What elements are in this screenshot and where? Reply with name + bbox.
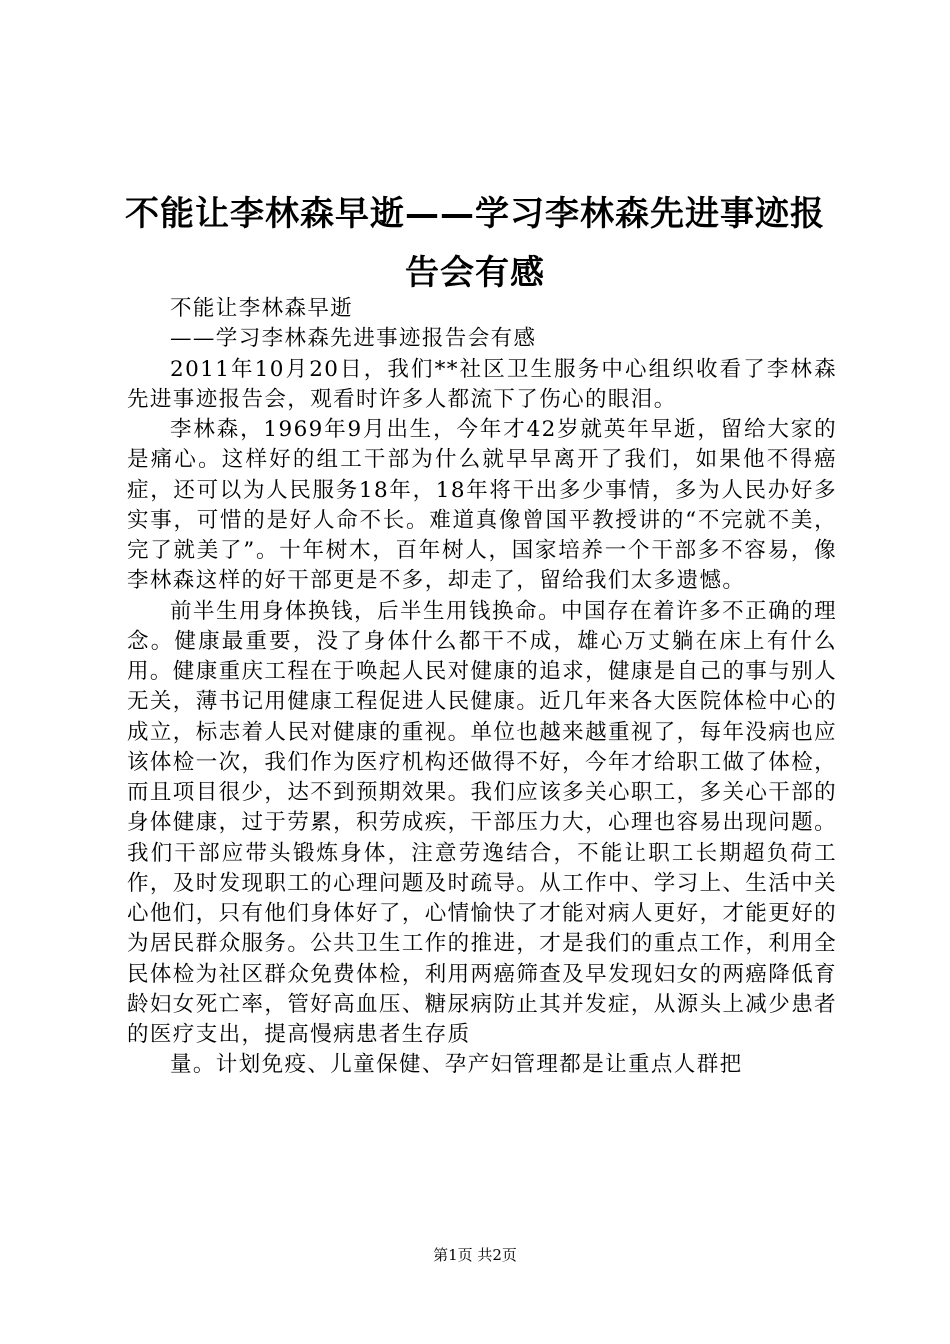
page-footer: 第1页 共2页 [433, 1246, 517, 1264]
subtitle-line: 不能让李林森早逝 [170, 296, 354, 321]
body-paragraph: 量。计划免疫、儿童保健、孕产妇管理都是让重点人群把 [170, 1052, 743, 1078]
body-paragraph: 李林森，1969年9月出生，今年才42岁就英年早逝，留给大家的是痛心。这样好的组工干部为什么就早早离开了我们，如果他不得癌症，还可以为人民服务18年，18年将干出多少事情，多为人民办好多实事，可惜的是好人命不长。难道真像曾国平教授讲的“不完就不美，完了就美了”。十年树木，百年树人，国家培养一个干部多不容易，像李林森这样的好干部更是不多，却走了，留给我们太多遗憾。 [127, 417, 837, 594]
document-body [127, 294, 837, 1081]
document-title-line-1: 不能让李林森早逝——学习李林森先进事迹报 [125, 194, 825, 234]
body-paragraph: 前半生用身体换钱，后半生用钱换命。中国存在着许多不正确的理念。健康最重要，没了身体什么都干不成，雄心万丈躺在床上有什么用。健康重庆工程在于唤起人民对健康的追求，健康是自己的事与别人无关，薄书记用健康工程促进人民健康。近几年来各大医院体检中心的成立，标志着人民对健康的重视。单位也越来越重视了，每年没病也应该体检一次，我们作为医疗机构还做得不好，今年才给职工做了体检，而且项目很少，达不到预期效果。我们应该多关心职工，多关心干部的身体健康，过于劳累，积劳成疾，干部压力大，心理也容易出现问题。我们干部应带头锻炼身体，注意劳逸结合，不能让职工长期超负荷工作，及时发现职工的心理问题及时疏导。从工作中、学习上、生活中关心他们，只有他们身体好了，心情愉快了才能对病人更好，才能更好的为居民群众服务。公共卫生工作的推进，才是我们的重点工作，利用全民体检为社区群众免费体检，利用两癌筛查及早发现妇女的两癌降低育龄妇女死亡率，管好高血压、糖尿病防止其并发症，从源头上减少患者的医疗支出，提高慢病患者生存质 [127, 598, 837, 1047]
body-paragraph: 2011年10月20日，我们**社区卫生服务中心组织收看了李林森先进事迹报告会，观看时许多人都流下了伤心的眼泪。 [127, 356, 837, 412]
document-title-line-2: 告会有感 [405, 253, 545, 293]
subtitle-line: ——学习李林森先进事迹报告会有感 [170, 326, 537, 352]
